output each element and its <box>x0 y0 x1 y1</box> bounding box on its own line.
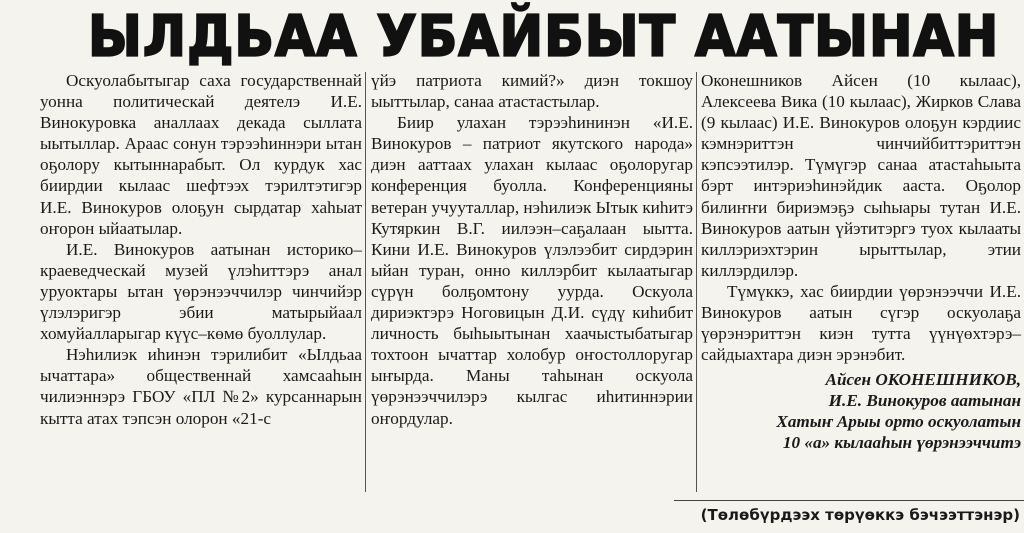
article-column-2 <box>371 70 693 429</box>
headline: ЫЛДЬАА УБАЙБЫТ ААТЫНАН <box>88 4 1000 70</box>
author-signature <box>701 369 1021 453</box>
source-note: (Төлөбүрдээх төрүөккэ бэчээттэнэр) <box>700 506 1020 524</box>
author-affiliation-line: И.Е. Винокуров аатынан <box>828 391 1021 411</box>
paragraph: Нэһилиэк иһинэн тэрилибит «Ылдьаа ычаттара» общественнай хамсааһын чилиэннэрэ ГБОУ «ПЛ №2» курсаннарын кытта атах тэпсэн олорон «21-с <box>40 345 362 428</box>
paragraph: И.Е. Винокуров аатынан историко–краеведческай музей үлэһиттэрэ анал уруоктары ытан үөрэнээччилэр чинчийэр үлэлэригэр эбии матырыйаал хомуйалларыгар күүс–көмө буоллулар. <box>40 239 362 344</box>
paragraph: Оскуолабытыгар саха государственнай уонна политическай деятелэ И.Е. Винокуровка аналлаах декада сыллата ыытыллар. Араас сонун тэрээһиннэри ытан оҕолору кытыннарабыт. Ол курдук хас биирдии кылаас шефтээх тэрилтэтигэр И.Е. Винокуров олоҕун сырдатар хаһыат оҥорон ыйаатылар. <box>40 71 362 238</box>
source-divider <box>674 500 1024 501</box>
article-column-1 <box>40 70 362 429</box>
paragraph: Оконешников Айсен (10 кылаас), Алексеева Вика (10 кылаас), Жирков Слава (9 кылаас) И.Е. Винокуров олоҕун кэрдиис кэмнэриттэн чинчийбиттэриттэн кэпсээтилэр. Түмүгэр санаа атастаһыыта бэрт интэриэһинэйдик ааста. Оҕолор билиҥҥи бириэмэҕэ сыһыары тутан И.Е. Винокуров аатын үйэтитэргэ туох кылааты киллэриэхтэрин ырыттылар, этии киллэрдилэр. <box>701 71 1021 280</box>
paragraph: үйэ патриота кимий?» диэн токшоу ыыттылар, санаа атастастылар. <box>371 71 693 112</box>
paragraph: Түмүккэ, хас биирдии үөрэнээччи И.Е. Винокуров аатын сүгэр оскуолаҕа үөрэнэриттэн киэн тутта үүнүөхтэрэ–сайдыахтара диэн эрэнэбит. <box>701 281 1021 365</box>
author-affiliation-line: 10 «а» кылааһын үөрэнээччитэ <box>782 433 1021 453</box>
column-divider <box>696 72 697 492</box>
author-affiliation-line: Хатыҥ Арыы орто оскуолатын <box>776 412 1021 432</box>
article-column-3 <box>701 70 1021 453</box>
paragraph: Биир улахан тэрээһининэн «И.Е. Винокуров – патриот якутского народа» диэн ааттаах улахан кылаас оҕолоругар конференция буолла. Конференцияны ветеран учууталлар, нэһилиэк Ытык киһитэ Кутяркин В.Г. иилээн–саҕалаан ыытта. Кини И.Е. Винокуров үлэлээбит сирдэрин ыйан туран, онно киллэрбит кылаатыгар сүрүн болҕомтону уурда. Оскуола дириэктэрэ Ноговицын Д.И. сүдү киһибит личность быһыытынан хаачыстыбатыгар тохтоон ычаттар холобур оҥостоллоругар ыҥырда. Маны таһынан оскуола үөрэнээччилэрэ кылгас иһитиннэрии оҥордулар. <box>371 113 693 428</box>
column-divider <box>365 72 366 492</box>
author-name: Айсен ОКОНЕШНИКОВ, <box>825 370 1021 390</box>
